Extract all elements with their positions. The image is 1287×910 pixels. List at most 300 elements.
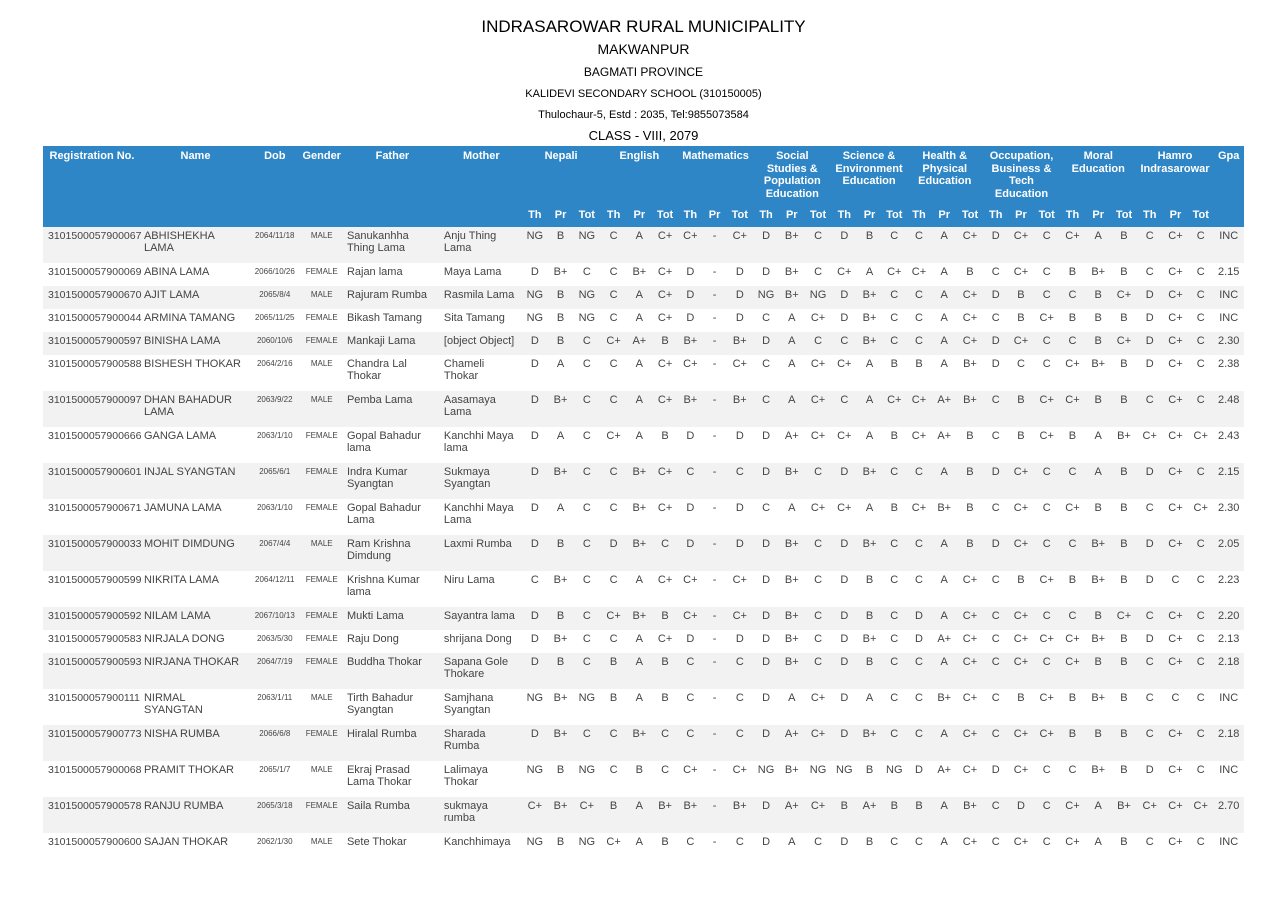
cell-father: Krishna Kumar lama [344,571,441,607]
cell-gender: MALE [300,761,344,797]
cell-grade: C+ [727,355,753,391]
cell-grade: D [678,535,702,571]
cell-mother: Kanchhimaya [441,833,522,856]
cell-grade: D [753,797,779,833]
cell-grade: A [627,571,652,607]
cell-grade: C [1034,797,1060,833]
school-title: KALIDEVI SECONDARY SCHOOL (310150005) [525,88,762,100]
province-title: BAGMATI PROVINCE [583,65,704,79]
cell-gpa: INC [1213,286,1244,309]
cell-grade: C+ [957,309,983,332]
cell-mother: [object Object] [441,332,522,355]
cell-grade: C [906,571,931,607]
cell-grade: B [1085,607,1111,630]
cell-registration: 3101500057900111 [43,689,141,725]
cell-grade: B [857,571,882,607]
cell-grade: C [983,309,1008,332]
cell-grade: C+ [1060,355,1085,391]
cell-grade: B+ [548,689,573,725]
cell-grade: C [1034,653,1060,689]
cell-grade: C+ [957,761,983,797]
cell-grade: C [1034,535,1060,571]
cell-registration: 3101500057900600 [43,833,141,856]
cell-grade: C+ [1008,630,1033,653]
cell-dob: 2063/1/11 [250,689,299,725]
cell-grade: C [573,355,600,391]
cell-grade: B [627,761,652,797]
cell-father: Rajan lama [344,263,441,286]
table-row [43,355,1244,391]
cell-grade: C [600,263,626,286]
cell-grade: NG [522,309,548,332]
cell-grade: C+ [1008,263,1033,286]
cell-grade: C [1137,263,1163,286]
cell-grade: A [932,571,957,607]
cell-grade: B [1085,286,1111,309]
cell-name: PRAMIT THOKAR [141,761,250,797]
cell-registration: 3101500057900666 [43,427,141,463]
cell-grade: B [600,653,626,689]
cell-grade: D [522,535,548,571]
table-header-row [43,146,1244,206]
cell-grade: C+ [882,391,906,427]
cell-grade: NG [522,761,548,797]
cell-grade: D [727,427,753,463]
cell-gender: MALE [300,391,344,427]
cell-grade: C [832,332,857,355]
cell-grade: - [702,689,726,725]
cell-grade: C+ [804,725,831,761]
cell-grade: C [753,309,779,332]
cell-grade: C [652,535,678,571]
cell-grade: B+ [779,263,804,286]
cell-grade: C [573,263,600,286]
result-table [43,146,1244,856]
cell-grade: D [832,309,857,332]
cell-gender: MALE [300,535,344,571]
cell-grade: C+ [1163,332,1188,355]
cell-father: Sete Thokar [344,833,441,856]
cell-dob: 2063/1/10 [250,499,299,535]
cell-grade: B [1008,689,1033,725]
cell-grade: C+ [804,309,831,332]
cell-father: Ekraj Prasad Lama Thokar [344,761,441,797]
cell-grade: B+ [627,263,652,286]
cell-grade: - [702,653,726,689]
subheader-tot: Tot [1188,206,1213,227]
cell-grade: B [1111,309,1136,332]
cell-grade: C+ [652,571,678,607]
cell-grade: B [957,499,983,535]
cell-grade: D [832,463,857,499]
cell-mother: Kanchhi Maya lama [441,427,522,463]
cell-grade: C [1060,286,1085,309]
cell-grade: D [1137,761,1163,797]
cell-grade: C+ [957,725,983,761]
cell-grade: B [1060,309,1085,332]
cell-grade: B [1008,391,1033,427]
cell-gender: FEMALE [300,571,344,607]
cell-grade: B [882,499,906,535]
cell-grade: C+ [1163,427,1188,463]
cell-grade: C+ [957,653,983,689]
cell-grade: C [1188,571,1213,607]
cell-grade: D [1137,355,1163,391]
cell-grade: B+ [1085,761,1111,797]
cell-mother: Aasamaya Lama [441,391,522,427]
cell-grade: B+ [779,653,804,689]
cell-grade: B [1085,332,1111,355]
cell-dob: 2065/8/4 [250,286,299,309]
cell-grade: B [1060,689,1085,725]
cell-grade: C+ [1111,607,1136,630]
subheader-pr: Pr [627,206,652,227]
cell-grade: A [857,391,882,427]
cell-grade: C+ [1188,427,1213,463]
cell-grade: B [600,797,626,833]
table-body [43,227,1244,856]
cell-grade: C [1060,463,1085,499]
cell-grade: NG [804,761,831,797]
cell-grade: C [1034,332,1060,355]
cell-grade: C+ [727,571,753,607]
cell-grade: C [1188,227,1213,263]
cell-grade: B+ [727,391,753,427]
cell-gpa: INC [1213,227,1244,263]
cell-grade: C+ [652,286,678,309]
cell-grade: C+ [832,499,857,535]
cell-grade: B+ [1111,427,1136,463]
cell-gpa: 2.38 [1213,355,1244,391]
cell-grade: C [906,535,931,571]
cell-grade: NG [522,286,548,309]
col-subject-social: Social Studies & Population Education [753,146,832,206]
cell-grade: A [932,263,957,286]
cell-grade: B [1085,725,1111,761]
cell-grade: A [779,355,804,391]
cell-grade: C [1034,607,1060,630]
cell-dob: 2066/10/26 [250,263,299,286]
cell-gpa: 2.20 [1213,607,1244,630]
cell-name: NISHA RUMBA [141,725,250,761]
cell-grade: C+ [1163,630,1188,653]
cell-grade: B [857,653,882,689]
cell-grade: B [652,607,678,630]
subheader-pr: Pr [1163,206,1188,227]
cell-grade: C+ [804,797,831,833]
cell-grade: - [702,355,726,391]
cell-gpa: 2.43 [1213,427,1244,463]
cell-name: NIRJALA DONG [141,630,250,653]
cell-mother: Chameli Thokar [441,355,522,391]
cell-grade: B+ [1085,355,1111,391]
cell-dob: 2064/7/19 [250,653,299,689]
cell-grade: B [652,427,678,463]
cell-grade: C+ [804,499,831,535]
cell-grade: C [832,391,857,427]
subheader-pr: Pr [1008,206,1033,227]
cell-grade: C+ [906,499,931,535]
cell-grade: A [932,535,957,571]
cell-grade: C [906,833,931,856]
cell-grade: D [522,607,548,630]
cell-grade: C [983,725,1008,761]
cell-gender: MALE [300,689,344,725]
cell-name: NIKRITA LAMA [141,571,250,607]
cell-grade: C [1137,833,1163,856]
cell-grade: D [753,571,779,607]
cell-grade: A [932,332,957,355]
cell-gpa: 2.13 [1213,630,1244,653]
cell-grade: NG [522,689,548,725]
cell-grade: D [1137,630,1163,653]
cell-father: Mankaji Lama [344,332,441,355]
cell-grade: C [804,263,831,286]
cell-grade: C+ [1008,499,1033,535]
cell-gender: MALE [300,286,344,309]
table-row [43,689,1244,725]
cell-grade: C [573,571,600,607]
subheader-th: Th [1060,206,1085,227]
cell-gender: FEMALE [300,332,344,355]
subheader-tot: Tot [882,206,906,227]
col-subject-hamro: Hamro Indrasarowar [1137,146,1214,206]
cell-grade: C+ [1008,535,1033,571]
cell-registration: 3101500057900068 [43,761,141,797]
cell-grade: C+ [652,227,678,263]
cell-dob: 2064/11/18 [250,227,299,263]
cell-grade: C+ [1060,499,1085,535]
cell-grade: B [832,797,857,833]
cell-grade: A [932,797,957,833]
cell-grade: A [779,391,804,427]
cell-grade: - [702,499,726,535]
cell-grade: B+ [548,797,573,833]
cell-grade: C [882,607,906,630]
cell-father: Tirth Bahadur Syangtan [344,689,441,725]
cell-name: JAMUNA LAMA [141,499,250,535]
cell-gpa: 2.70 [1213,797,1244,833]
cell-grade: C [678,689,702,725]
cell-grade: A [779,332,804,355]
cell-grade: C [1188,833,1213,856]
cell-grade: C [1188,607,1213,630]
cell-grade: B+ [857,286,882,309]
cell-grade: C+ [832,355,857,391]
col-subject-nepali: Nepali [522,146,601,206]
cell-grade: D [1008,797,1033,833]
cell-grade: C+ [882,263,906,286]
cell-grade: C+ [1163,653,1188,689]
cell-grade: D [522,653,548,689]
col-subject-english: English [600,146,678,206]
cell-grade: C+ [906,427,931,463]
table-row [43,286,1244,309]
cell-grade: C+ [1008,761,1033,797]
cell-grade: D [678,427,702,463]
table-row [43,653,1244,689]
cell-grade: D [753,427,779,463]
cell-grade: B [1111,725,1136,761]
subheader-pr: Pr [1085,206,1111,227]
cell-grade: D [522,463,548,499]
cell-mother: Rasmila Lama [441,286,522,309]
cell-grade: B+ [1085,535,1111,571]
cell-gender: FEMALE [300,653,344,689]
cell-grade: B+ [1085,263,1111,286]
cell-grade: C [573,391,600,427]
cell-grade: C+ [678,607,702,630]
cell-grade: D [983,332,1008,355]
cell-grade: B [1111,689,1136,725]
cell-mother: Samjhana Syangtan [441,689,522,725]
cell-grade: C+ [1163,463,1188,499]
cell-grade: A [857,427,882,463]
cell-dob: 2064/12/11 [250,571,299,607]
cell-grade: C+ [1008,607,1033,630]
cell-grade: C+ [652,355,678,391]
col-subject-science: Science & Environment Education [832,146,907,206]
cell-grade: - [702,227,726,263]
cell-grade: B [1111,653,1136,689]
cell-grade: D [678,286,702,309]
cell-grade: A [627,630,652,653]
cell-grade: A [1085,463,1111,499]
cell-grade: D [832,653,857,689]
cell-grade: NG [832,761,857,797]
cell-grade: B+ [678,332,702,355]
cell-grade: D [678,263,702,286]
cell-grade: C+ [1163,833,1188,856]
cell-grade: B [548,833,573,856]
cell-mother: Sayantra lama [441,607,522,630]
cell-gpa: 2.05 [1213,535,1244,571]
cell-grade: NG [753,761,779,797]
cell-father: Bikash Tamang [344,309,441,332]
cell-grade: C+ [652,499,678,535]
cell-grade: B [1060,427,1085,463]
cell-grade: C [882,653,906,689]
cell-registration: 3101500057900033 [43,535,141,571]
subheader-th: Th [753,206,779,227]
cell-father: Buddha Thokar [344,653,441,689]
cell-grade: C [1034,499,1060,535]
cell-grade: B+ [627,499,652,535]
cell-gender: FEMALE [300,427,344,463]
cell-grade: A [1085,797,1111,833]
cell-grade: D [727,630,753,653]
cell-grade: C [1137,653,1163,689]
cell-name: MOHIT DIMDUNG [141,535,250,571]
cell-dob: 2063/9/22 [250,391,299,427]
cell-grade: B+ [857,309,882,332]
cell-grade: A [627,427,652,463]
cell-father: Hiralal Rumba [344,725,441,761]
cell-name: ABINA LAMA [141,263,250,286]
cell-grade: B [1111,833,1136,856]
cell-grade: B+ [779,761,804,797]
table-row [43,535,1244,571]
cell-grade: B [548,653,573,689]
cell-grade: A [932,607,957,630]
cell-grade: D [832,607,857,630]
cell-gpa: 2.18 [1213,653,1244,689]
cell-name: NIRMAL SYANGTAN [141,689,250,725]
cell-grade: C [906,332,931,355]
subheader-tot: Tot [804,206,831,227]
cell-grade: C [983,571,1008,607]
cell-grade: B [857,227,882,263]
cell-grade: C+ [573,797,600,833]
cell-grade: C+ [1188,499,1213,535]
cell-grade: C [573,499,600,535]
cell-grade: C [1060,761,1085,797]
cell-grade: D [832,833,857,856]
cell-grade: D [906,607,931,630]
cell-grade: A [932,725,957,761]
cell-grade: C [1137,689,1163,725]
school-address: Thulochaur-5, Estd : 2035, Tel:9855073584 [538,109,749,121]
cell-grade: - [702,463,726,499]
cell-mother: Sharada Rumba [441,725,522,761]
cell-name: NIRJANA THOKAR [141,653,250,689]
cell-gpa: 2.15 [1213,263,1244,286]
cell-grade: C [1137,391,1163,427]
cell-father: Gopal Bahadur Lama [344,499,441,535]
cell-gender: FEMALE [300,797,344,833]
cell-grade: B [652,689,678,725]
cell-grade: C [600,630,626,653]
col-gpa: Gpa [1213,146,1244,227]
cell-grade: B [548,309,573,332]
cell-grade: B+ [678,797,702,833]
cell-grade: C+ [652,391,678,427]
cell-grade: C [906,653,931,689]
cell-grade: D [727,286,753,309]
cell-registration: 3101500057900097 [43,391,141,427]
cell-grade: A [932,355,957,391]
subheader-th: Th [906,206,931,227]
cell-grade: A [779,833,804,856]
cell-grade: A+ [779,427,804,463]
cell-grade: C+ [652,463,678,499]
cell-grade: C+ [1034,630,1060,653]
cell-grade: B+ [652,797,678,833]
cell-mother: Niru Lama [441,571,522,607]
cell-grade: C [600,725,626,761]
cell-grade: C+ [600,833,626,856]
cell-grade: C [652,761,678,797]
cell-grade: C [906,227,931,263]
cell-grade: B+ [627,535,652,571]
cell-grade: B [882,797,906,833]
cell-grade: A [932,833,957,856]
cell-grade: B [1085,309,1111,332]
cell-grade: D [753,332,779,355]
cell-name: INJAL SYANGTAN [141,463,250,499]
district-title: MAKWANPUR [597,41,690,57]
cell-grade: C+ [1034,309,1060,332]
cell-grade: D [522,263,548,286]
cell-grade: C [727,653,753,689]
subheader-pr: Pr [779,206,804,227]
cell-grade: C [804,653,831,689]
cell-grade: D [983,761,1008,797]
cell-grade: B+ [779,286,804,309]
cell-grade: C [727,689,753,725]
cell-grade: C [600,761,626,797]
cell-grade: C+ [652,309,678,332]
